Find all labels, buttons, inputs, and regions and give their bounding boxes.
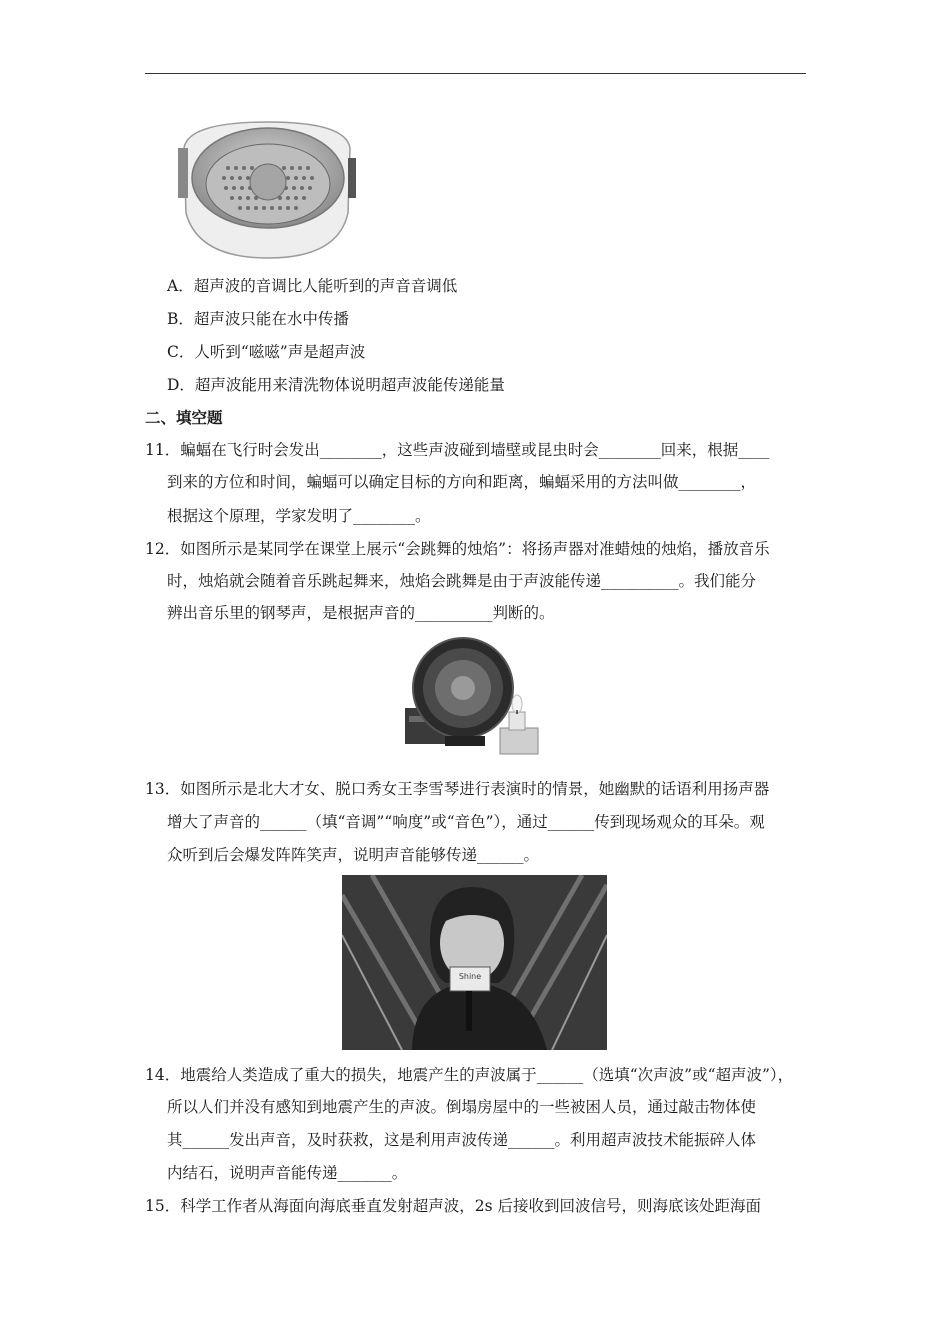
- ultrasonic-cleaner-image: [178, 118, 358, 260]
- option-b: B．超声波只能在水中传播: [167, 310, 349, 328]
- performer-photo: [342, 875, 607, 1050]
- q13-line-1: 13．如图所示是北大才女、脱口秀女王李雪琴进行表演时的情景，她幽默的话语利用扬声器: [145, 780, 770, 798]
- q11-line-3: 根据这个原理，学家发明了________。: [167, 507, 431, 525]
- q12-line-2: 时，烛焰就会随着音乐跳起舞来，烛焰会跳舞是由于声波能传递__________。我们能分: [167, 572, 757, 590]
- section-title: 二、填空题: [145, 408, 223, 427]
- mic-sign-text: Shine: [458, 972, 482, 981]
- q13-line-3: 众听到后会爆发阵阵笑声，说明声音能够传递______。: [167, 846, 540, 864]
- speaker-candle-image: [405, 636, 543, 758]
- header-rule: [145, 73, 806, 74]
- q11-line-1: 11．蝙蝠在飞行时会发出________，这些声波碰到墙壁或昆虫时会________回来，根据____: [145, 441, 770, 459]
- q14-line-3: 其______发出声音，及时获救，这是利用声波传递______。利用超声波技术能振碎人体: [167, 1131, 757, 1149]
- q15-line-1: 15．科学工作者从海面向海底垂直发射超声波，2s 后接收到回波信号，则海底该处距海面: [145, 1197, 761, 1215]
- q13-line-2: 增大了声音的______（填“音调”“响度”或“音色”），通过______传到现场观众的耳朵。观: [167, 813, 765, 831]
- option-c: C．人听到“嗞嗞”声是超声波: [167, 343, 366, 361]
- q14-line-4: 内结石，说明声音能传递_______。: [167, 1164, 408, 1182]
- option-d: D．超声波能用来清洗物体说明超声波能传递能量: [167, 376, 505, 394]
- q11-line-2: 到来的方位和时间，蝙蝠可以确定目标的方向和距离，蝙蝠采用的方法叫做________，: [167, 473, 757, 491]
- q14-line-1: 14．地震给人类造成了重大的损失，地震产生的声波属于______（选填“次声波”或“超声波”），: [145, 1066, 794, 1084]
- option-a: A．超声波的音调比人能听到的声音音调低: [167, 277, 458, 295]
- q12-line-3: 辨出音乐里的钢琴声，是根据声音的__________判断的。: [167, 604, 555, 622]
- q12-line-1: 12．如图所示是某同学在课堂上展示“会跳舞的烛焰”：将扬声器对准蜡烛的烛焰，播放音乐: [145, 540, 770, 558]
- q14-line-2: 所以人们并没有感知到地震产生的声波。倒塌房屋中的一些被困人员，通过敲击物体使: [167, 1098, 757, 1116]
